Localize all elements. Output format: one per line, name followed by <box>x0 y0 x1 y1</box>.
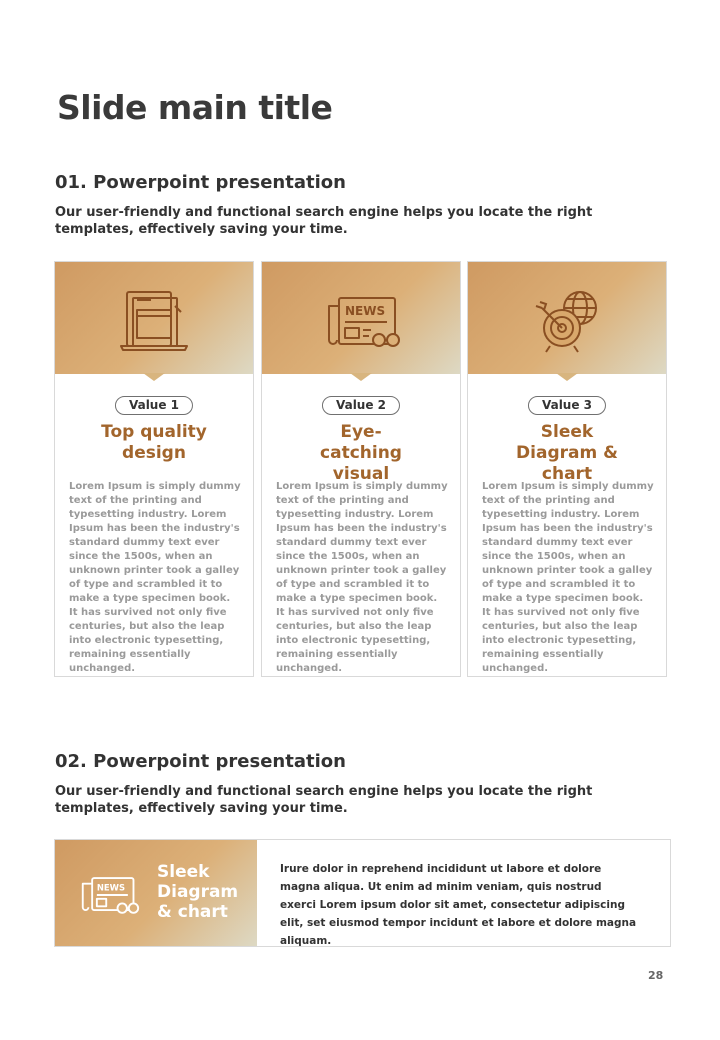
slide-title: Slide main title <box>57 88 333 127</box>
value-badge: Value 2 <box>322 396 400 415</box>
card-header <box>55 262 253 374</box>
value-card-2 <box>261 261 461 677</box>
newspaper-icon <box>79 875 141 915</box>
card-body-text: Lorem Ipsum is simply dummy text of the printing and typesetting industry. Lorem Ipsum has been the industry's standard dummy text ever since the 1500s, when an unknown printer took a galley of type and scrambled it to make a type specimen book. It has survived not only five centuries, but also the leap into electronic typesetting, remaining essentially unchanged. <box>482 481 654 674</box>
svg-text:NEWS: NEWS <box>345 304 386 318</box>
banner-header <box>55 840 257 946</box>
card-body-text: Lorem Ipsum is simply dummy text of the printing and typesetting industry. Lorem Ipsum has been the industry's standard dummy text ever since the 1500s, when an unknown printer took a galley of type and scrambled it to make a type specimen book. It has survived not only five centuries, but also the leap into electronic typesetting, remaining essentially unchanged. <box>69 481 241 674</box>
section-2-description: Our user-friendly and functional search engine helps you locate the right templates, effectively saving your time. <box>55 784 593 816</box>
card-body-text: Lorem Ipsum is simply dummy text of the printing and typesetting industry. Lorem Ipsum has been the industry's standard dummy text ever since the 1500s, when an unknown printer took a galley of type and scrambled it to make a type specimen book. It has survived not only five centuries, but also the leap into electronic typesetting, remaining essentially unchanged. <box>276 481 448 674</box>
card-notch <box>143 373 165 381</box>
value-badge: Value 1 <box>115 396 193 415</box>
section-1-description: Our user-friendly and functional search engine helps you locate the right templates, effectively saving your time. <box>55 205 593 237</box>
card-notch <box>350 373 372 381</box>
banner-text: Irure dolor in reprehend incididunt ut labore et dolore magna aliqua. Ut enim ad minim veniam, quis nostrud exerci Lorem ipsum dolor sit amet, consectetur adipiscing elit, set eiusmod tempor incidunt et labore et dolore magna aliquam. <box>280 863 637 947</box>
newspaper-icon <box>320 288 402 354</box>
svg-text:NEWS: NEWS <box>96 882 126 893</box>
laptop-document-icon <box>119 288 189 354</box>
card-header <box>262 262 460 374</box>
target-globe-icon <box>532 288 602 354</box>
page-number: 28 <box>648 969 664 982</box>
card-title: Sleek Diagram & chart <box>516 422 618 484</box>
value-card-3 <box>467 261 667 677</box>
card-header <box>468 262 666 374</box>
value-card-1 <box>54 261 254 677</box>
section-1-title: 01. Powerpoint presentation <box>55 172 346 193</box>
section-2-title: 02. Powerpoint presentation <box>55 751 346 772</box>
card-title: Top quality design <box>101 422 207 463</box>
feature-banner <box>54 839 671 947</box>
card-title: Eye-catching visual <box>320 422 402 484</box>
banner-title: Sleek Diagram & chart <box>157 862 239 922</box>
value-badge: Value 3 <box>528 396 606 415</box>
card-notch <box>556 373 578 381</box>
